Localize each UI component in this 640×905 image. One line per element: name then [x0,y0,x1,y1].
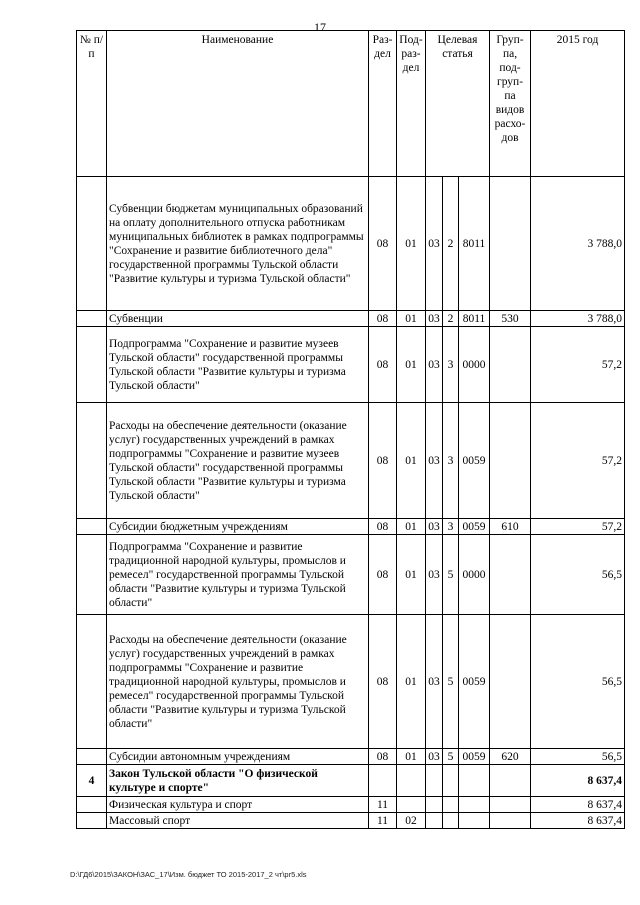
cell-name: Подпрограмма "Сохранение и развитие традиционной народной культуры, промыслов и ремесел" государственной программы Тульской области "Развитие культуры и туризма Тульской области" [107,535,369,615]
cell-vr: 610 [490,519,531,535]
cell-vr [490,765,531,797]
cell-c2: 3 [443,403,459,519]
cell-c1: 03 [426,749,443,765]
cell-pr: 01 [397,535,426,615]
table-body [77,177,625,829]
cell-c3: 0059 [459,615,490,749]
cell-num: 4 [77,765,107,797]
cell-r: 08 [369,177,397,311]
header-target: Целевая статья [426,31,490,177]
header-podrazdel: Под- раз- дел [397,31,426,177]
cell-vr [490,327,531,403]
table-row [77,813,625,829]
cell-num [77,749,107,765]
cell-amount: 57,2 [531,403,625,519]
cell-c2 [443,765,459,797]
table-row [77,519,625,535]
cell-name: Физическая культура и спорт [107,797,369,813]
cell-c3: 0059 [459,519,490,535]
cell-vr [490,177,531,311]
cell-c1: 03 [426,535,443,615]
cell-num [77,615,107,749]
cell-vr [490,403,531,519]
footer-file-path: D:\ГД6\2015\ЗАКОН\ЗАС_17\Изм. бюджет ТО 2015-2017_2 чт\pr5.xls [70,870,307,879]
table-row [77,797,625,813]
cell-r: 08 [369,327,397,403]
cell-pr: 01 [397,177,426,311]
table-row [77,327,625,403]
cell-r: 11 [369,797,397,813]
cell-amount: 3 788,0 [531,311,625,327]
cell-pr: 01 [397,519,426,535]
cell-amount: 56,5 [531,615,625,749]
header-year: 2015 год [531,31,625,177]
cell-r [369,765,397,797]
cell-amount: 3 788,0 [531,177,625,311]
cell-r: 08 [369,749,397,765]
cell-c3 [459,765,490,797]
cell-num [77,403,107,519]
table-header-row [77,31,625,177]
cell-vr: 530 [490,311,531,327]
cell-c1: 03 [426,615,443,749]
cell-r: 08 [369,311,397,327]
cell-c3 [459,813,490,829]
cell-c3: 8011 [459,311,490,327]
cell-num [77,177,107,311]
cell-amount: 8 637,4 [531,797,625,813]
cell-c2: 5 [443,535,459,615]
cell-r: 11 [369,813,397,829]
cell-c3: 0000 [459,327,490,403]
header-razdel: Раз- дел [369,31,397,177]
cell-pr: 01 [397,403,426,519]
cell-c1 [426,765,443,797]
cell-c2: 5 [443,749,459,765]
cell-r: 08 [369,615,397,749]
cell-c1: 03 [426,177,443,311]
cell-name: Субсидии автономным учреждениям [107,749,369,765]
cell-r: 08 [369,535,397,615]
cell-vr: 620 [490,749,531,765]
cell-c1: 03 [426,327,443,403]
cell-c2: 2 [443,311,459,327]
table-row [77,403,625,519]
budget-table [76,30,625,829]
cell-name: Подпрограмма "Сохранение и развитие музеев Тульской области" государственной программы Тульской области "Развитие культуры и туризма Тульской области" [107,327,369,403]
cell-c3: 0059 [459,403,490,519]
cell-name: Закон Тульской области "О физической культуре и спорте" [107,765,369,797]
cell-amount: 56,5 [531,749,625,765]
cell-c1 [426,813,443,829]
cell-c2 [443,813,459,829]
cell-name: Расходы на обеспечение деятельности (оказание услуг) государственных учреждений в рамках подпрограммы "Сохранение и развитие традиционной народной культуры, промыслов и ремесел" государственной программы Тульской области "Развитие культуры и туризма Тульской области" [107,615,369,749]
header-name: Наименование [107,31,369,177]
cell-num [77,797,107,813]
cell-c2: 5 [443,615,459,749]
cell-c1: 03 [426,403,443,519]
cell-name: Субвенции [107,311,369,327]
table-row [77,765,625,797]
cell-c3: 0059 [459,749,490,765]
cell-c3: 0000 [459,535,490,615]
cell-amount: 8 637,4 [531,813,625,829]
header-num: № п/п [77,31,107,177]
table-row [77,615,625,749]
cell-name: Субвенции бюджетам муниципальных образований на оплату дополнительного отпуска работникам муниципальных библиотек в рамках подпрограммы "Сохранение и развитие библиотечного дела" государственной программы Тульской области "Развитие культуры и туризма Тульской области" [107,177,369,311]
cell-c1 [426,797,443,813]
table-row [77,749,625,765]
cell-c2: 3 [443,327,459,403]
cell-num [77,327,107,403]
cell-name: Массовый спорт [107,813,369,829]
header-group: Груп- па, под- груп- па видов расхо- дов [490,31,531,177]
cell-vr [490,813,531,829]
cell-c3: 8011 [459,177,490,311]
cell-c2 [443,797,459,813]
table-row [77,311,625,327]
cell-pr [397,765,426,797]
cell-vr [490,535,531,615]
cell-c1: 03 [426,311,443,327]
cell-c1: 03 [426,519,443,535]
cell-pr: 01 [397,311,426,327]
cell-pr [397,797,426,813]
cell-pr: 01 [397,749,426,765]
cell-c2: 3 [443,519,459,535]
cell-c3 [459,797,490,813]
cell-pr: 01 [397,615,426,749]
cell-amount: 56,5 [531,535,625,615]
cell-name: Субсидии бюджетным учреждениям [107,519,369,535]
cell-c2: 2 [443,177,459,311]
cell-r: 08 [369,403,397,519]
cell-num [77,813,107,829]
cell-name: Расходы на обеспечение деятельности (оказание услуг) государственных учреждений в рамках подпрограммы "Сохранение и развитие музеев Тульской области" государственной программы Тульской области "Развитие культуры и туризма Тульской области" [107,403,369,519]
table-row [77,177,625,311]
cell-amount: 57,2 [531,519,625,535]
cell-num [77,311,107,327]
cell-r: 08 [369,519,397,535]
cell-num [77,519,107,535]
cell-pr: 01 [397,327,426,403]
cell-num [77,535,107,615]
cell-vr [490,797,531,813]
page-number: 17 [314,20,326,34]
cell-amount: 57,2 [531,327,625,403]
cell-pr: 02 [397,813,426,829]
cell-vr [490,615,531,749]
table-row [77,535,625,615]
cell-amount: 8 637,4 [531,765,625,797]
